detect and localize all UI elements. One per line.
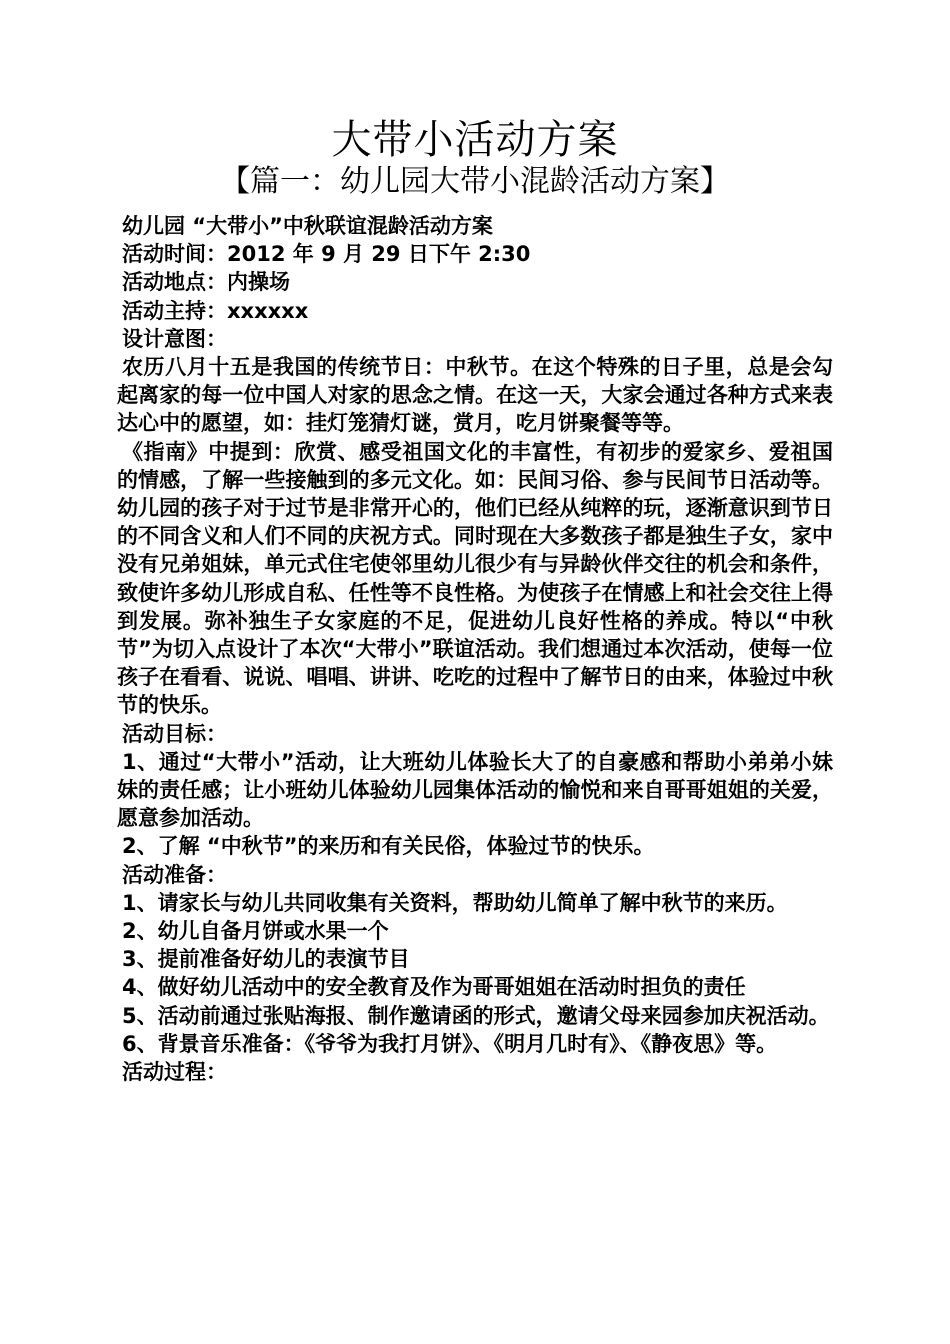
activity-host: 活动主持：xxxxxx — [122, 298, 309, 323]
preparation-item-3: 3、提前准备好幼儿的表演节目 — [122, 947, 410, 972]
preparation-item-5: 5、活动前通过张贴海报、制作邀请函的形式，邀请父母来园参加庆祝活动。 — [122, 1003, 830, 1028]
goal-item-2: 2、了解 “中秋节”的来历和有关民俗，体验过节的快乐。 — [122, 834, 655, 859]
goals-heading: 活动目标： — [122, 721, 227, 746]
design-intent-paragraph-1: 农历八月十五是我国的传统节日：中秋节。在这个特殊的日子里，总是会勾起离家的每一位中国人对家的思念之情。在这一天，大家会通过各种方式来表达心中的愿望，如：挂灯笼猜灯谜，赏月，吃月饼聚餐等等。 — [117, 355, 833, 436]
document-subtitle: 【篇一：幼儿园大带小混龄活动方案】 — [220, 164, 730, 199]
activity-location: 活动地点：内操场 — [122, 270, 290, 295]
preparation-item-1: 1、请家长与幼儿共同收集有关资料，帮助幼儿简单了解中秋节的来历。 — [122, 890, 788, 915]
preparation-item-4: 4、做好幼儿活动中的安全教育及作为哥哥姐姐在活动时担负的责任 — [122, 975, 746, 1000]
process-heading: 活动过程： — [122, 1060, 227, 1085]
design-intent-heading: 设计意图： — [122, 326, 227, 351]
preparation-item-2: 2、幼儿自备月饼或水果一个 — [122, 919, 389, 944]
document-body — [117, 212, 833, 1086]
preparation-heading: 活动准备： — [122, 862, 227, 887]
design-intent-paragraph-2: 《指南》中提到：欣赏、感受祖国文化的丰富性，有初步的爱家乡、爱祖国的情感，了解一些接触到的多元文化。如：民间习俗、参与民间节日活动等。幼儿园的孩子对于过节是非常开心的，他们已经从纯粹的玩，逐渐意识到节日的不同含义和人们不同的庆祝方式。同时现在大多数孩子都是独生子女，家中没有兄弟姐妹，单元式住宅使邻里幼儿很少有与异龄伙伴交往的机会和条件，致使许多幼儿形成自私、任性等不良性格。为使孩子在情感上和社会交往上得到发展。弥补独生子女家庭的不足，促进幼儿良好性格的养成。特以“中秋节”为切入点设计了本次“大带小”联谊活动。我们想通过本次活动，使每一位孩子在看看、说说、唱唱、讲讲、吃吃的过程中了解节日的由来，体验过中秋节的快乐。 — [117, 439, 833, 718]
document-title: 大带小活动方案 — [331, 117, 619, 163]
preparation-item-6: 6、背景音乐准备：《爷爷为我打月饼》、《明月几时有》、《静夜思》等。 — [122, 1031, 778, 1056]
plan-heading: 幼儿园 “大带小”中秋联谊混龄活动方案 — [122, 214, 493, 238]
goal-item-1: 1、通过“大带小”活动，让大班幼儿体验长大了的自豪感和帮助小弟弟小妹妹的责任感；让小班幼儿体验幼儿园集体活动的愉悦和来自哥哥姐姐的关爱，愿意参加活动。 — [117, 749, 833, 831]
activity-time: 活动时间：2012 年 9 月 29 日下午 2:30 — [122, 242, 531, 267]
